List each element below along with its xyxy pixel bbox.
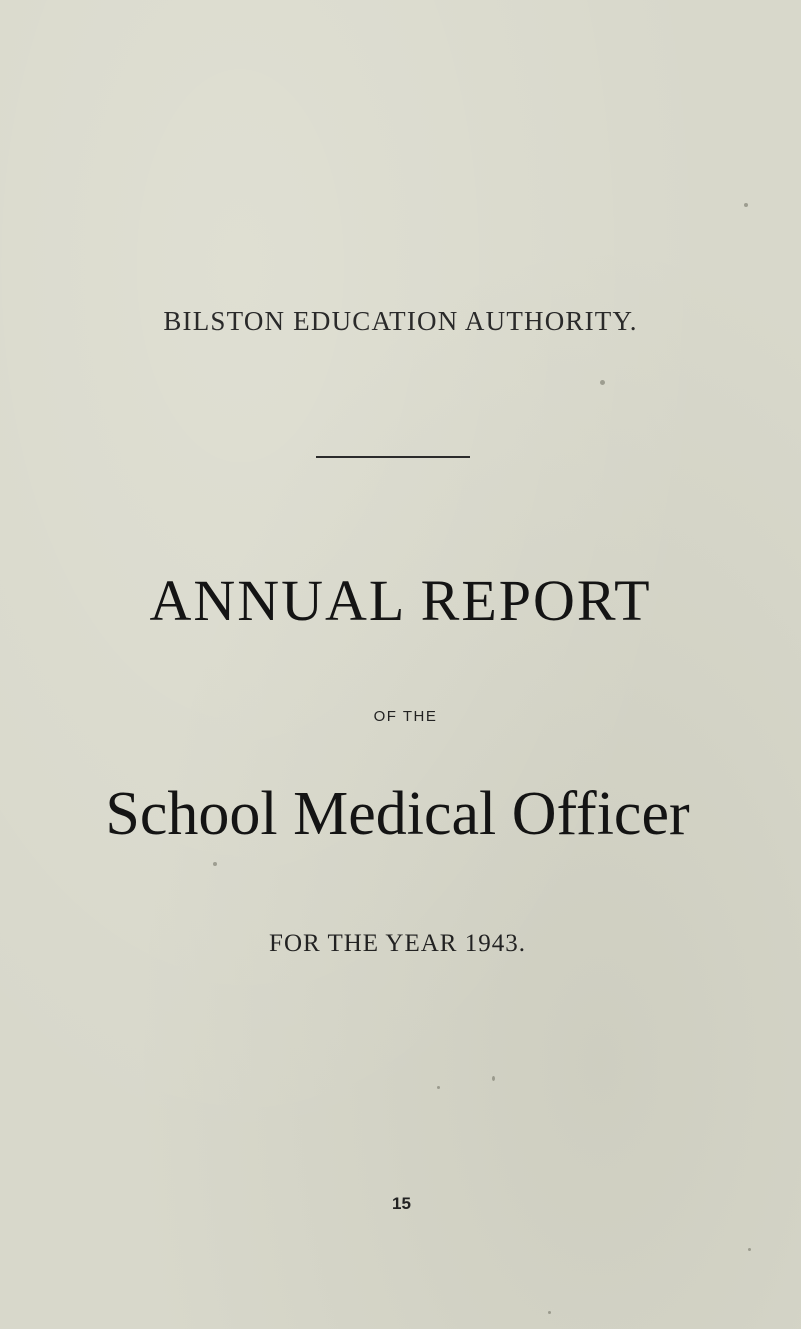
- paper-speck: [213, 862, 217, 866]
- paper-speck: [600, 380, 605, 385]
- paper-speck: [548, 1311, 551, 1314]
- report-year: FOR THE YEAR 1943.: [269, 930, 526, 957]
- authority-heading: BILSTON EDUCATION AUTHORITY.: [163, 306, 638, 336]
- page-number: 15: [392, 1194, 411, 1213]
- officer-title: School Medical Officer: [105, 780, 690, 848]
- title-connector: OF THE: [373, 708, 438, 725]
- paper-speck: [492, 1076, 495, 1081]
- horizontal-divider: [316, 456, 470, 458]
- paper-speck: [437, 1086, 440, 1089]
- report-title: ANNUAL REPORT: [149, 568, 652, 633]
- paper-speck: [744, 203, 748, 207]
- paper-speck: [748, 1248, 751, 1251]
